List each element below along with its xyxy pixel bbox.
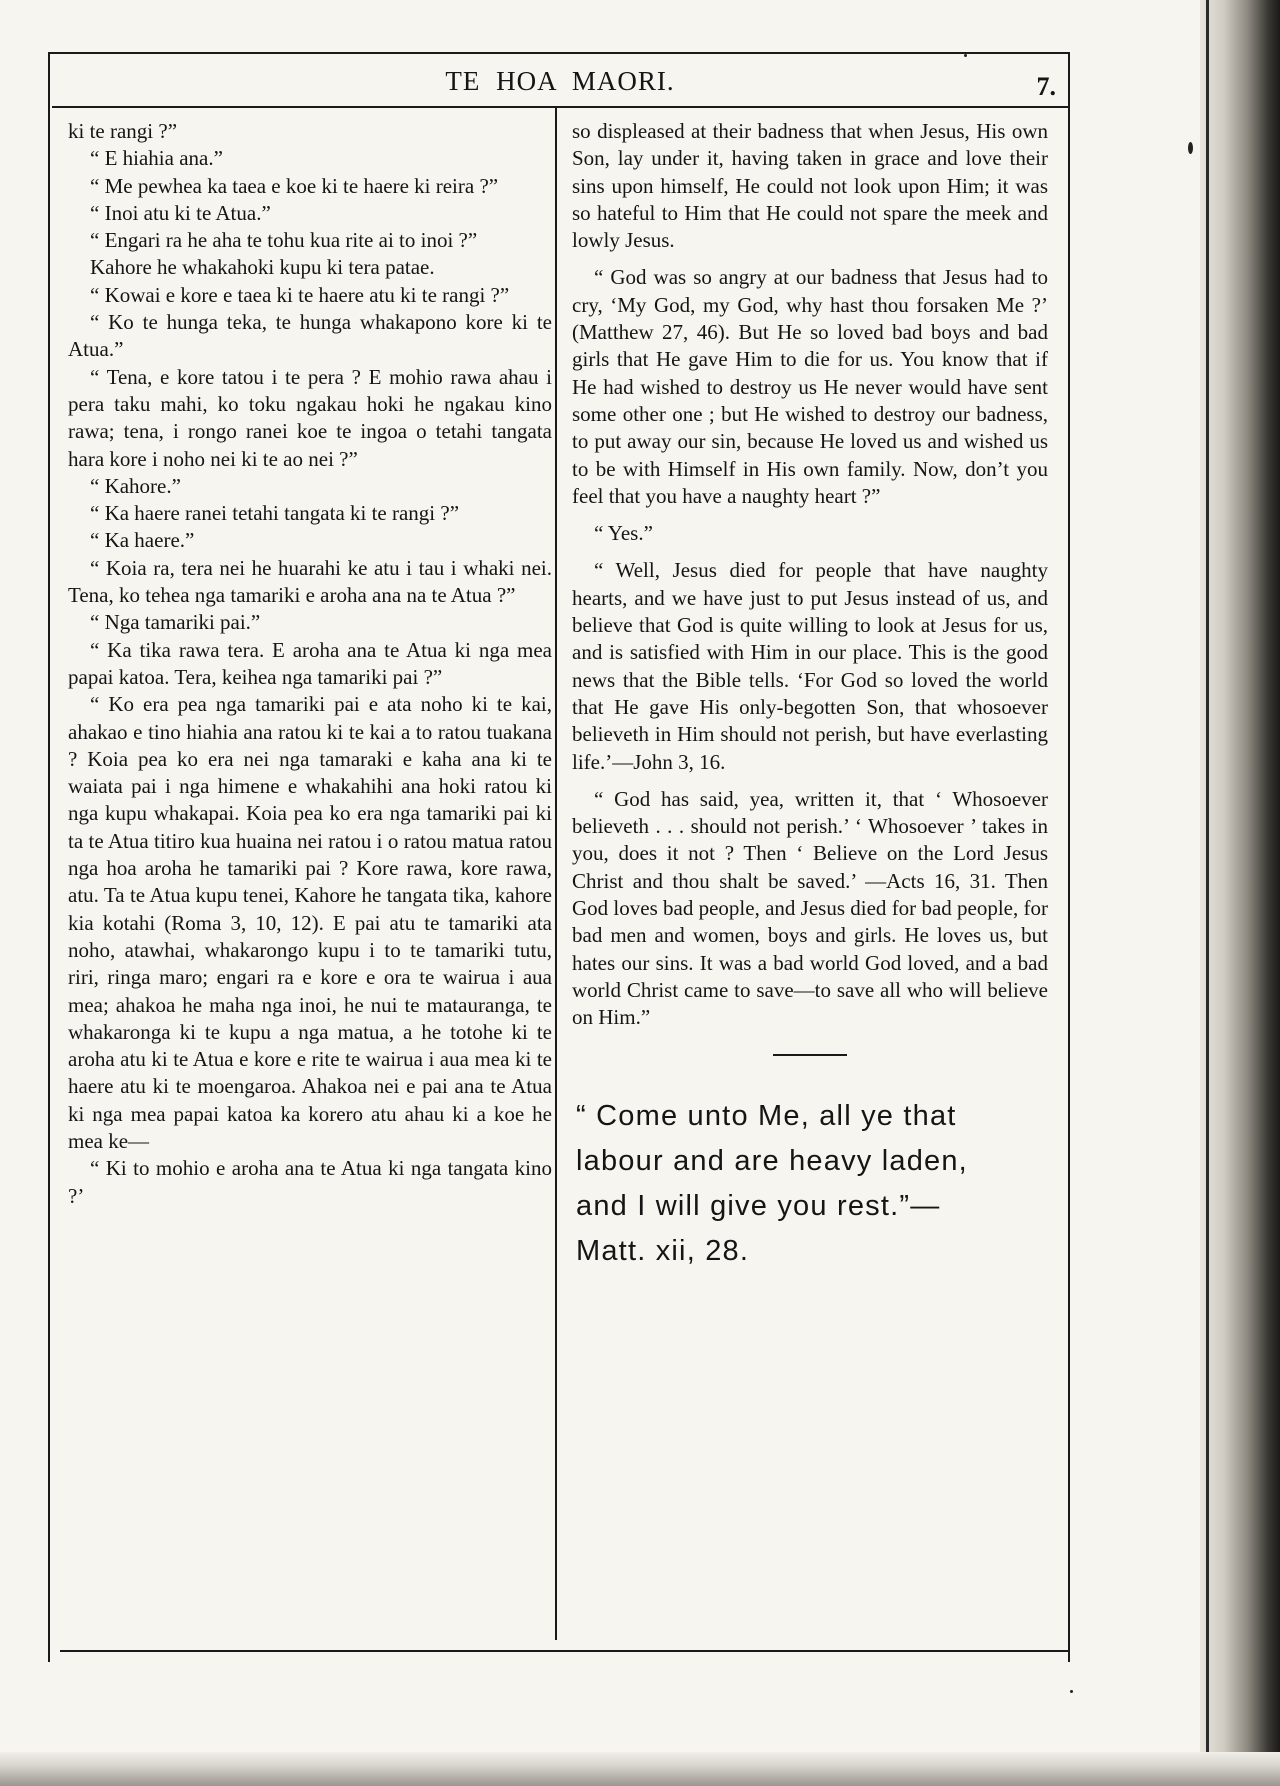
paragraph: “ Kowai e kore e taea ki te haere atu ki te rangi ?” bbox=[90, 282, 510, 307]
quote-line: “ Come unto Me, all ye that bbox=[576, 1099, 957, 1132]
paragraph: “ Ki to mohio e aroha ana te Atua ki nga tangata kino ?’ bbox=[68, 1156, 552, 1208]
paragraph: “ Kahore.” bbox=[90, 473, 181, 498]
section-separator bbox=[773, 1054, 847, 1056]
book-binding-edge bbox=[1200, 0, 1280, 1786]
paragraph: “ Ko era pea nga tamariki pai e ata noho ki te kai, ahakao e tino hiahia ana ratou ki te kai a to ratou tuakana ? Koia pea ko era nei nga tamaraki e kaha ana ki te waiata pai i nga himene e whakahihi ana hoki ratou ki nga kupu whakapai. Koia pea ko era nga tamariki pai ki ta te Atua titiro kua huaina nei ratou i o ratou matua ratou nga hoa aroha he tamariki pai ? Kore rawa, kore rawa, atu. Ta te Atua kupu tenei, Kahore he tangata tika, kahore kia kotahi (Roma 3, 10, 12). E pai atu te tamariki ata noho, atawhai, whakarongo kupu i to te tamariki tutu, riri, ringa maro; engari ra e kore e ora te wairua i aua mea; ahakoa he maha nga inoi, he nui te matauranga, te whakaronga ki te kupu a nga matua, a he totohe ki te aroha atu ki te Atua e kore e rite te wairua i aua mea ki te haere atu ki te moengaroa. Ahakoa nei e pai ana te Atua ki nga mea papai katoa ka korero atu ahau ki a koe he mea ke— bbox=[68, 692, 552, 1153]
header-rule bbox=[52, 106, 1068, 108]
paragraph: “ Me pewhea ka taea e koe ki te haere ki reira ?” bbox=[90, 173, 499, 198]
paragraph: “ Ko te hunga teka, te hunga whakapono kore ki te Atua.” bbox=[68, 310, 552, 362]
paragraph: Kahore he whakahoki kupu ki tera patae. bbox=[90, 255, 435, 280]
page-bottom-edge bbox=[0, 1752, 1280, 1786]
paragraph: “ Ka haere.” bbox=[90, 528, 195, 553]
scan-speck bbox=[964, 54, 967, 57]
paragraph: “ Nga tamariki pai.” bbox=[90, 610, 261, 635]
paragraph: “ God has said, yea, written it, that ‘ Whosoever believeth . . . should not perish.’ ‘ Whosoever ’ takes in you, does it not ? Then ‘ Believe on the Lord Jesus Christ and thou shalt be saved.’ —Acts 16, 31. Then God loves bad people, and Jesus died for bad people, for bad men and women, boys and girls. He loves us, but hates our sins. It was a bad world God loved, and a bad world Christ came to save—to save all who will believe on Him.” bbox=[572, 786, 1048, 1030]
paragraph: “ E hiahia ana.” bbox=[90, 146, 223, 171]
paragraph: “ Koia ra, tera nei he huarahi ke atu i tau i whaki nei. Tena, ko tehea nga tamariki e aroha ana na te Atua ?” bbox=[68, 555, 552, 608]
paragraph: so displeased at their badness that when Jesus, His own Son, lay under it, having taken in grace and love their sins upon himself, He could not look upon Him; it was so hateful to Him that He could not spare the meek and lowly Jesus. bbox=[572, 119, 1048, 253]
page-number: 7. bbox=[1036, 72, 1056, 101]
right-column bbox=[572, 118, 1048, 1274]
page-header bbox=[52, 66, 1068, 102]
paragraph: “ Well, Jesus died for people that have naughty hearts, and we have just to put Jesus instead of us, and believe that God is quite willing to look at Jesus for us, and is satisfied with Him in our place. This is the good news that the Bible tells. ‘For God so loved the world that He gave His only-begotten Son, that whosoever believeth in Him should not perish, but have everlasting life.’—John 3, 16. bbox=[572, 558, 1048, 774]
left-column bbox=[68, 118, 552, 1210]
paragraph: “ Engari ra he aha te tohu kua rite ai to inoi ?” bbox=[90, 228, 478, 253]
publication-title: TE HOA MAORI. bbox=[445, 66, 675, 96]
scan-speck bbox=[1188, 142, 1193, 154]
paragraph: “ God was so angry at our badness that Jesus had to cry, ‘My God, my God, why hast thou forsaken Me ?’ (Matthew 27, 46). But He so loved bad boys and bad girls that He gave Him to die for us. You know that if He had wished to destroy us He never would have sent some other one ; but He wished to destroy our badness, to put away our sin, because He loved us and wished us to be with Himself in His own family. Now, don’t you feel that you have a naughty heart ?” bbox=[572, 265, 1048, 508]
quote-reference: Matt. xii, 28. bbox=[576, 1234, 750, 1267]
column-divider bbox=[555, 108, 557, 1640]
paragraph: “ Ka tika rawa tera. E aroha ana te Atua ki nga mea papai katoa. Tera, keihea nga tamariki pai ?” bbox=[68, 637, 552, 689]
scan-speck bbox=[1070, 1690, 1073, 1693]
quote-line: labour and are heavy laden, bbox=[576, 1144, 968, 1177]
paragraph: “ Yes.” bbox=[594, 521, 653, 546]
paragraph: ki te rangi ?” bbox=[68, 119, 178, 143]
scripture-quote bbox=[572, 1094, 1048, 1274]
paragraph: “ Ka haere ranei tetahi tangata ki te rangi ?” bbox=[90, 501, 460, 526]
quote-line: and I will give you rest.”— bbox=[576, 1189, 941, 1222]
binding-shadow-line bbox=[1206, 0, 1209, 1786]
paragraph: “ Tena, e kore tatou i te pera ? E mohio rawa ahau i pera taku mahi, ko toku ngakau hoki he ngakau kino rawa; tena, i rongo ranei koe te ingoa o tetahi tangata hara kore i noho nei ki te ao nei ?” bbox=[68, 364, 552, 471]
footer-rule bbox=[60, 1650, 1070, 1652]
paragraph: “ Inoi atu ki te Atua.” bbox=[90, 200, 271, 225]
